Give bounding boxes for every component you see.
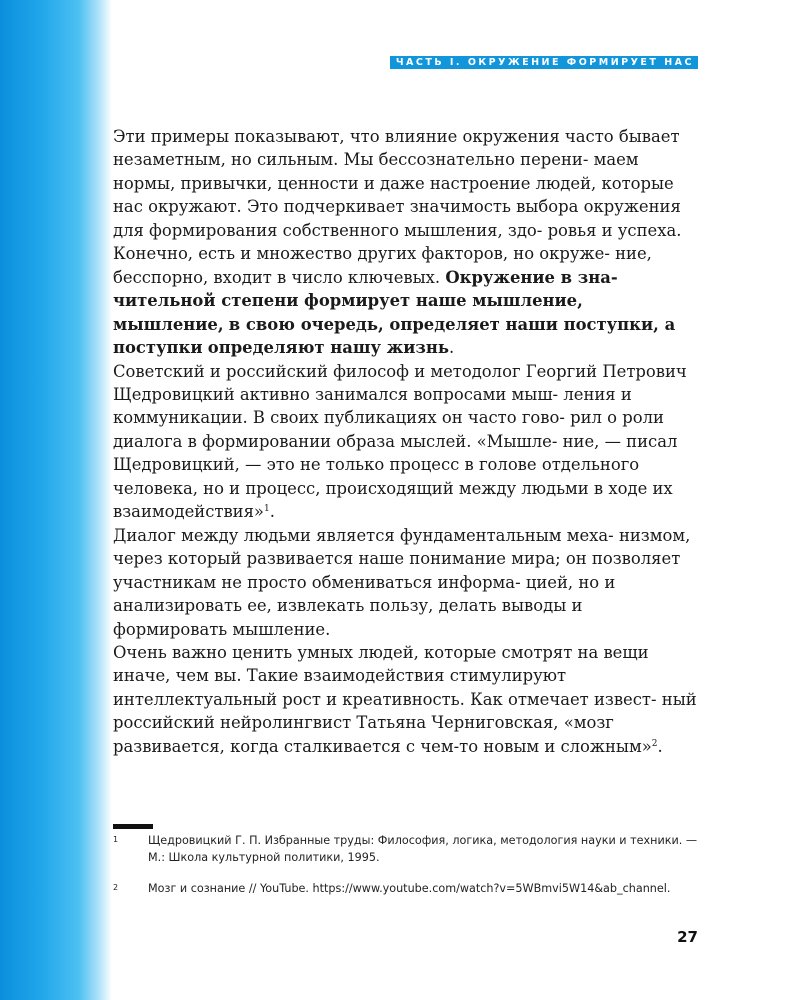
text-line: интеллектуальный рост и креативность. Как отмечает извест- (113, 689, 657, 709)
footnote-reference[interactable]: 2 (651, 738, 658, 749)
text-line: бывает незаметным, но сильным. Мы бессознательно перени- (113, 127, 680, 170)
text-line: и формировать мышление. (113, 596, 583, 639)
footnotes (113, 833, 703, 913)
text-line: Диалог между людьми является фундаментальным меха- (113, 525, 614, 545)
text-line: рил о роли диалога в формировании образа мыслей. «Мышле- (113, 408, 664, 451)
footnote-text: Мозг и сознание // YouTube. https://www.youtube.com/watch?v=5WBmvi5W14&ab_channel. (148, 882, 671, 895)
text-line: на вещи иначе, чем вы. Такие взаимодействия стимулируют (113, 642, 649, 686)
text-line: низмом, через который развивается наше понимание мира; (113, 525, 691, 569)
bold-text-run: в свою очередь, определяет наши поступки, а поступки (113, 314, 676, 358)
paragraph-1 (113, 125, 698, 242)
text-run: развивается, когда сталкивается с чем-то новым и сложным» (113, 736, 652, 756)
text-line (208, 338, 454, 357)
text-line (113, 737, 663, 756)
text-run: . (449, 338, 455, 358)
running-head: ЧАСТЬ I. ОКРУЖЕНИЕ ФОРМИРУЕТ НАС (390, 56, 698, 69)
footnote-number: 1 (113, 835, 119, 844)
text-line: ления и коммуникации. В своих публикациях он часто гово- (113, 384, 632, 428)
text-line: он позволяет участникам не просто обмениваться информа- (113, 549, 681, 592)
bold-text-run: чительной степени формирует наше мышление, мышление, (113, 291, 583, 334)
footnote-reference[interactable]: 1 (263, 504, 270, 515)
text-line: Петрович Щедровицкий активно занимался вопросами мыш- (113, 361, 687, 404)
footnote-number: 2 (113, 883, 119, 892)
text-line: Советский и российский философ и методолог Георгий (113, 361, 598, 381)
paragraph-3 (113, 360, 698, 524)
text-line: Конечно, есть и множество других факторов, но окруже- (113, 244, 610, 264)
footnote-2 (113, 881, 703, 898)
text-run: . (269, 502, 275, 522)
paragraph-2 (113, 242, 698, 359)
text-line: отдельного человека, но и процесс, происходящий между (113, 455, 640, 498)
text-line: ровья и успеха. (547, 220, 682, 240)
paragraph-5 (113, 641, 698, 758)
text-line: ние, — писал Щедровицкий, — это не только процесс в голове (113, 431, 678, 475)
text-line: которые нас окружают. Это подчеркивает значимость выбора (113, 173, 674, 217)
left-gradient-band (0, 0, 112, 1000)
text-run: людьми в ходе их взаимодействия» (113, 478, 673, 522)
text-line: цией, но и анализировать ее, извлекать пользу, делать выводы (113, 572, 616, 616)
page-number: 27 (677, 928, 698, 946)
body-text (113, 125, 698, 758)
bold-text-run: Окружение в зна- (445, 267, 618, 287)
footnote-text: Щедровицкий Г. П. Избранные труды: Философия, логика, методология науки и техники. — М.: Школа культурной политики, 1995. (148, 834, 698, 864)
text-line: маем нормы, привычки, ценности и даже настроение людей, (113, 150, 639, 193)
text-line: окружения для формирования собственного мышления, здо- (113, 197, 681, 240)
text-line: ный российский нейролингвист Татьяна Черниговская, «мозг (113, 689, 697, 733)
paragraph-4 (113, 524, 698, 641)
footnote-separator (113, 824, 153, 829)
text-line: Очень важно ценить умных людей, которые смотрят (113, 642, 573, 662)
footnote-1 (113, 833, 703, 866)
text-run: . (657, 736, 663, 756)
text-run: ние, бесспорно, входит в число ключевых. (113, 244, 652, 287)
bold-text-run: определяют нашу жизнь (207, 338, 450, 358)
text-line: Эти примеры показывают, что влияние окружения часто (113, 127, 614, 146)
